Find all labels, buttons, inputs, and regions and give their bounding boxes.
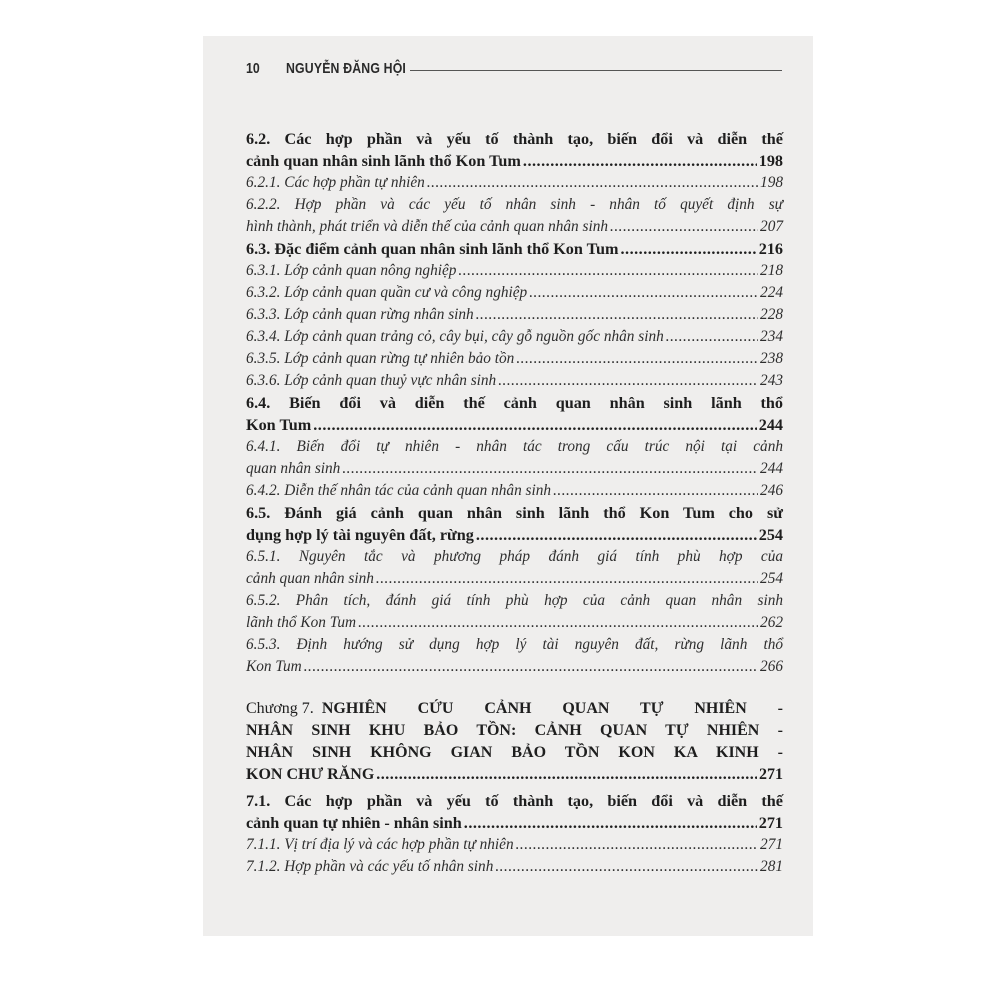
author-name: NGUYỄN ĐĂNG HỘI: [286, 60, 407, 77]
toc-section-7-1: [246, 790, 783, 834]
toc-subsection-6-3-1: [246, 260, 783, 282]
toc-page-number: 243: [760, 372, 783, 389]
toc-page-number: 218: [760, 262, 783, 279]
leader-dots: [516, 348, 758, 370]
toc-page-number: 254: [760, 570, 783, 587]
toc-subsection-7-1-2: [246, 856, 783, 878]
toc-page-number: 207: [760, 218, 783, 235]
toc-page-number: 238: [760, 350, 783, 367]
toc-line: [246, 656, 783, 678]
leader-dots: [620, 238, 756, 260]
toc-line: [246, 260, 783, 282]
toc-line: [246, 216, 783, 238]
toc-title-line: 6.3.6. Lớp cảnh quan thuỷ vực nhân sinh: [246, 372, 497, 389]
toc-subsection-6-4-2: [246, 480, 783, 502]
toc-title-line: cảnh quan tự nhiên - nhân sinh: [246, 814, 462, 832]
leader-dots: [529, 282, 758, 304]
toc-page-number: 198: [760, 174, 783, 191]
toc-page-number: 246: [760, 482, 783, 499]
leader-dots: [458, 260, 758, 282]
toc-subsection-6-2-2: [246, 194, 783, 238]
toc-title-line: 6.5.3. Định hướng sử dụng hợp lý tài nguyên đất, rừng lãnh thổ: [246, 636, 783, 653]
toc-page-number: 262: [760, 614, 783, 631]
toc-title-line: 6.3.5. Lớp cảnh quan rừng tự nhiên bảo tồn: [246, 350, 515, 367]
leader-dots: [610, 216, 758, 238]
toc-title-line: cảnh quan nhân sinh lãnh thổ Kon Tum: [246, 152, 521, 170]
toc-line: [246, 568, 783, 590]
toc-title-line: 6.3.2. Lớp cảnh quan quần cư và công nghiệp: [246, 284, 528, 301]
toc-title-line: 7.1. Các hợp phần và yếu tố thành tạo, biến đổi và diễn thế: [246, 792, 783, 810]
toc-title-line: lãnh thổ Kon Tum: [246, 614, 357, 631]
leader-dots: [476, 304, 758, 326]
toc-line: [246, 502, 783, 524]
toc-subsection-6-3-2: [246, 282, 783, 304]
toc-line: [246, 436, 783, 458]
toc-title-line: hình thành, phát triển và diễn thế của cảnh quan nhân sinh: [246, 218, 608, 235]
toc-line: [246, 524, 783, 546]
toc-page-number: 271: [758, 814, 783, 832]
toc-title-line: NHÂN SINH KHÔNG GIAN BẢO TỒN KON KA KINH -: [246, 744, 783, 761]
toc-section-6-2: [246, 128, 783, 172]
toc-title-line: 6.4.2. Diễn thế nhân tác của cảnh quan nhân sinh: [246, 482, 552, 499]
leader-dots: [358, 612, 758, 634]
leader-dots: [313, 414, 756, 436]
toc-line: [246, 326, 783, 348]
toc-line: [246, 856, 783, 878]
toc-subsection-6-3-5: [246, 348, 783, 370]
toc-subsection-6-5-3: [246, 634, 783, 678]
toc-page-number: 216: [758, 240, 783, 258]
toc-title-line: 6.2.2. Hợp phần và các yếu tố nhân sinh - nhân tố quyết định sự: [246, 196, 783, 213]
toc-subsection-7-1-1: [246, 834, 783, 856]
toc-line: [246, 282, 783, 304]
toc-subsection-6-3-3: [246, 304, 783, 326]
toc-chapter-7: [246, 698, 783, 786]
running-header: [246, 58, 782, 88]
toc-title-line: Kon Tum: [246, 416, 312, 434]
toc-title-line: 6.2. Các hợp phần và yếu tố thành tạo, biến đổi và diễn thế: [246, 130, 783, 148]
toc-title-line: 6.4.1. Biến đổi tự nhiên - nhân tác trong cấu trúc nội tại cảnh: [246, 438, 783, 455]
toc-title-line: 6.5.1. Nguyên tắc và phương pháp đánh giá tính phù hợp của: [246, 548, 783, 565]
toc-title-line: 6.5.2. Phân tích, đánh giá tính phù hợp của cảnh quan nhân sinh: [246, 592, 783, 609]
toc-line: [246, 458, 783, 480]
toc-line: [246, 698, 783, 720]
toc-section-6-5: [246, 502, 783, 546]
toc-title-line: NGHIÊN CỨU CẢNH QUAN TỰ NHIÊN -: [321, 700, 783, 717]
toc-line: [246, 834, 783, 856]
toc-line: [246, 172, 783, 194]
toc-line: [246, 238, 783, 260]
toc-line: [246, 720, 783, 742]
page-number: 10: [246, 60, 260, 77]
leader-dots: [553, 480, 758, 502]
toc-title-line: Kon Tum: [246, 658, 302, 675]
toc-line: [246, 348, 783, 370]
toc-title-line: cảnh quan nhân sinh: [246, 570, 374, 587]
chapter-label: Chương 7.: [246, 700, 314, 717]
toc-page-number: 281: [760, 858, 783, 875]
toc-line: [246, 392, 783, 414]
header-rule: [410, 70, 782, 71]
leader-dots: [304, 656, 758, 678]
toc-line: [246, 790, 783, 812]
toc-title-line: NHÂN SINH KHU BẢO TỒN: CẢNH QUAN TỰ NHIÊN -: [246, 722, 783, 739]
spacer: [246, 678, 783, 698]
leader-dots: [523, 150, 757, 172]
leader-dots: [427, 172, 758, 194]
toc-subsection-6-4-1: [246, 436, 783, 480]
toc-title-line: quan nhân sinh: [246, 460, 341, 477]
toc-page-number: 271: [760, 836, 783, 853]
leader-dots: [464, 812, 757, 834]
toc-title-line: KON CHƯ RĂNG: [246, 766, 375, 783]
leader-dots: [498, 370, 758, 392]
leader-dots: [495, 856, 758, 878]
toc-line: [246, 414, 783, 436]
toc-page-number: 254: [758, 526, 783, 544]
toc-page-number: 244: [758, 416, 783, 434]
toc-line: [246, 764, 783, 786]
toc-line: [246, 128, 783, 150]
toc-title-line: 6.3. Đặc điểm cảnh quan nhân sinh lãnh thổ Kon Tum: [246, 240, 619, 258]
leader-dots: [666, 326, 758, 348]
toc-section-6-4: [246, 392, 783, 436]
toc-title-line: dụng hợp lý tài nguyên đất, rừng: [246, 526, 474, 544]
toc-line: [246, 480, 783, 502]
toc-section-6-3: [246, 238, 783, 260]
toc-line: [246, 150, 783, 172]
leader-dots: [476, 524, 757, 546]
toc-subsection-6-2-1: [246, 172, 783, 194]
toc-subsection-6-3-4: [246, 326, 783, 348]
toc-title-line: 6.3.3. Lớp cảnh quan rừng nhân sinh: [246, 306, 474, 323]
toc-title-line: 7.1.1. Vị trí địa lý và các hợp phần tự nhiên: [246, 836, 514, 853]
toc-title-line: 6.2.1. Các hợp phần tự nhiên: [246, 174, 425, 191]
toc-title-line: 6.3.1. Lớp cảnh quan nông nghiệp: [246, 262, 457, 279]
toc-page-number: 271: [759, 766, 783, 783]
leader-dots: [376, 568, 758, 590]
toc-title-line: 7.1.2. Hợp phần và các yếu tố nhân sinh: [246, 858, 494, 875]
toc-page-number: 266: [760, 658, 783, 675]
table-of-contents: [246, 128, 783, 878]
toc-page-number: 244: [760, 460, 783, 477]
toc-page-number: 228: [760, 306, 783, 323]
toc-line: [246, 370, 783, 392]
toc-page-number: 224: [760, 284, 783, 301]
leader-dots: [342, 458, 758, 480]
leader-dots: [376, 764, 757, 786]
toc-subsection-6-3-6: [246, 370, 783, 392]
toc-line: [246, 194, 783, 216]
toc-line: [246, 812, 783, 834]
toc-title-line: 6.5. Đánh giá cảnh quan nhân sinh lãnh thổ Kon Tum cho sử: [246, 504, 783, 522]
toc-page-number: 234: [760, 328, 783, 345]
toc-line: [246, 634, 783, 656]
leader-dots: [516, 834, 758, 856]
toc-line: [246, 590, 783, 612]
toc-page-number: 198: [758, 152, 783, 170]
toc-subsection-6-5-2: [246, 590, 783, 634]
toc-line: [246, 546, 783, 568]
toc-title-line: 6.4. Biến đổi và diễn thế cảnh quan nhân sinh lãnh thổ: [246, 394, 783, 412]
toc-line: [246, 612, 783, 634]
toc-subsection-6-5-1: [246, 546, 783, 590]
toc-line: [246, 742, 783, 764]
toc-line: [246, 304, 783, 326]
toc-title-line: 6.3.4. Lớp cảnh quan trảng cỏ, cây bụi, cây gỗ nguồn gốc nhân sinh: [246, 328, 664, 345]
